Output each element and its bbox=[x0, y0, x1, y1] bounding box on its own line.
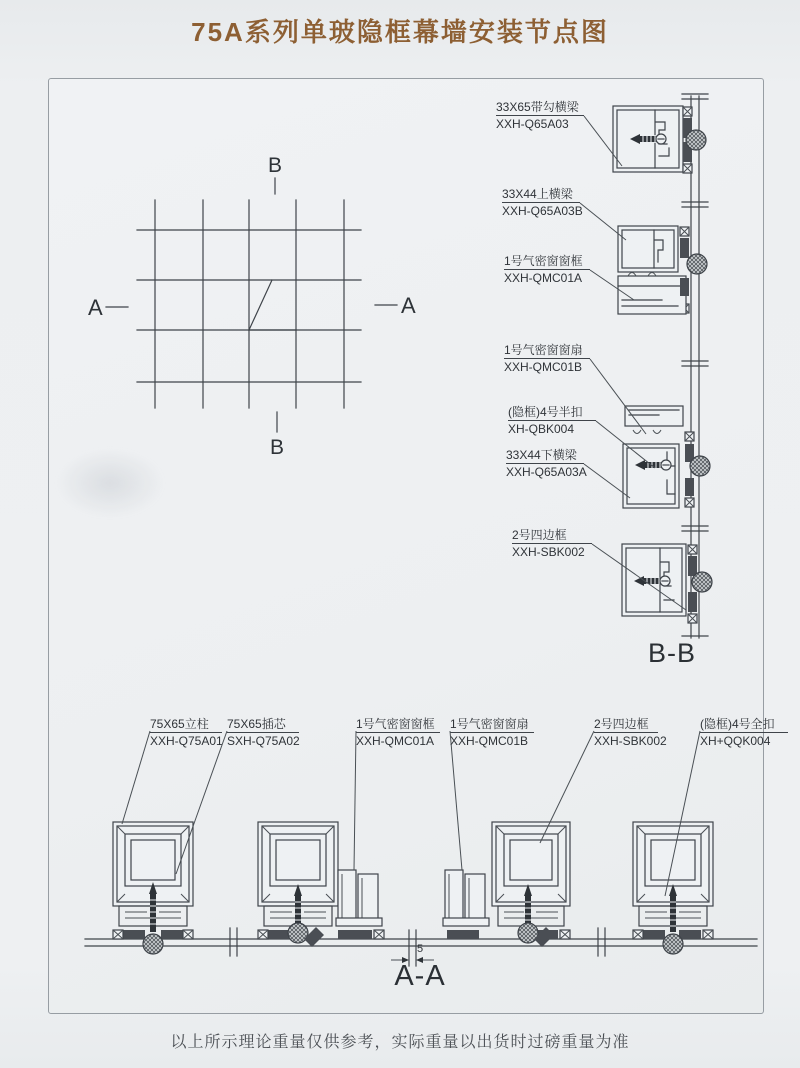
gasket bbox=[268, 930, 290, 939]
bb-detail-sash-lower-beam bbox=[615, 402, 715, 517]
part-name: 75X65立柱 bbox=[150, 718, 222, 733]
gasket bbox=[688, 592, 697, 612]
elevation-grid bbox=[80, 148, 420, 463]
window-sash-profile bbox=[625, 406, 683, 426]
page-title: 75A系列单玻隐框幕墙安装节点图 bbox=[191, 17, 609, 47]
part-name: 1号气密窗窗扇 bbox=[450, 718, 534, 733]
gap-dimension-label: 5 bbox=[417, 943, 424, 955]
marker-b-top: B bbox=[268, 154, 283, 177]
callout-aa-insert-core bbox=[227, 718, 299, 748]
lower-beam-profile bbox=[623, 444, 679, 508]
structural-glue-box bbox=[258, 930, 268, 939]
structural-glue-box bbox=[560, 930, 570, 939]
bb-detail-surround-frame bbox=[618, 538, 718, 630]
part-code: XXH-Q65A03 bbox=[496, 117, 569, 131]
gasket bbox=[447, 930, 479, 939]
window-frame-profile bbox=[618, 276, 686, 314]
section-aa-caption: A-A bbox=[394, 960, 446, 992]
marker-b-bottom: B bbox=[270, 436, 285, 459]
gasket bbox=[123, 930, 145, 939]
part-name: 33X44上横梁 bbox=[502, 188, 580, 203]
part-name: (隐框)4号半扣 bbox=[508, 406, 596, 421]
sealant-circle bbox=[687, 254, 707, 274]
grid-lines bbox=[137, 200, 361, 408]
aa-mullion-profile bbox=[113, 822, 193, 954]
gasket bbox=[338, 930, 372, 939]
part-code: XXH-QMC01A bbox=[504, 271, 583, 285]
gasket bbox=[680, 238, 689, 258]
part-code: XXH-Q75A01 bbox=[150, 734, 223, 748]
part-code: XXH-Q65A03B bbox=[502, 204, 583, 218]
callout-aa-window-frame bbox=[356, 718, 440, 748]
marker-a-left: A bbox=[88, 295, 103, 320]
part-code: XXH-QMC01B bbox=[450, 734, 529, 748]
part-name: 75X65插芯 bbox=[227, 718, 299, 733]
part-name: 1号气密窗窗扇 bbox=[504, 344, 590, 359]
sealant-circle bbox=[143, 934, 163, 954]
sealant-circle bbox=[690, 456, 710, 476]
window-sash-profile bbox=[443, 870, 489, 939]
callout-aa-mullion bbox=[150, 718, 222, 748]
part-name: 33X44下横梁 bbox=[506, 449, 584, 464]
section-bb-caption: B-B bbox=[648, 638, 697, 668]
gasket bbox=[680, 278, 689, 296]
part-code: XH-QBK004 bbox=[508, 422, 575, 436]
aa-sash-with-surround-frame bbox=[443, 822, 570, 947]
part-name: 33X65带勾横梁 bbox=[496, 101, 584, 116]
callout-bb-hooked-beam bbox=[496, 101, 584, 131]
part-name: (隐框)4号全扣 bbox=[700, 718, 788, 733]
gasket bbox=[679, 930, 701, 939]
sealant-circle bbox=[692, 572, 712, 592]
part-code: XXH-Q65A03A bbox=[506, 465, 587, 479]
bb-detail-hooked-beam bbox=[610, 100, 710, 185]
section-markers bbox=[88, 154, 416, 459]
callout-bb-lower-beam bbox=[506, 448, 587, 479]
part-code: XXH-SBK002 bbox=[594, 734, 667, 748]
footer-note: 以上所示理论重量仅供参考，实际重量以出货时过磅重量为准 bbox=[170, 1034, 630, 1051]
upper-beam-profile bbox=[618, 226, 678, 272]
part-code: XH+QQK004 bbox=[700, 734, 771, 748]
section-triangle bbox=[249, 280, 296, 330]
aa-mullion-with-frame bbox=[258, 822, 384, 947]
callout-aa-surround-frame bbox=[594, 717, 667, 748]
part-code: XXH-QMC01B bbox=[504, 360, 583, 374]
part-name: 2号四边框 bbox=[594, 718, 658, 733]
callout-bb-surround-frame bbox=[512, 529, 592, 559]
bb-detail-upper-beam-frame bbox=[612, 220, 712, 322]
part-code: XXH-QMC01A bbox=[356, 734, 435, 748]
part-code: SXH-Q75A02 bbox=[227, 734, 300, 748]
gasket bbox=[688, 556, 697, 576]
callout-bb-window-frame bbox=[504, 255, 590, 285]
aa-frame-full-buckle bbox=[633, 822, 713, 954]
callout-aa-window-sash bbox=[450, 718, 534, 748]
callout-aa-full-buckle bbox=[700, 718, 788, 748]
gasket bbox=[643, 930, 665, 939]
part-code: XXH-SBK002 bbox=[512, 545, 585, 559]
window-frame-profile bbox=[336, 870, 384, 939]
gasket-groove bbox=[633, 430, 661, 434]
part-name: 1号气密窗窗框 bbox=[504, 255, 590, 270]
part-name: 1号气密窗窗框 bbox=[356, 718, 440, 733]
gasket bbox=[685, 478, 694, 496]
callout-bb-upper-beam bbox=[502, 187, 583, 218]
marker-a-right: A bbox=[401, 293, 416, 318]
callout-bb-half-buckle bbox=[508, 406, 596, 436]
sealant-circle bbox=[686, 130, 706, 150]
sealant-circle bbox=[663, 934, 683, 954]
aa-section-drawing bbox=[80, 806, 770, 976]
part-name: 2号四边框 bbox=[512, 529, 592, 544]
callout-bb-window-sash bbox=[504, 344, 590, 374]
gasket bbox=[161, 930, 183, 939]
